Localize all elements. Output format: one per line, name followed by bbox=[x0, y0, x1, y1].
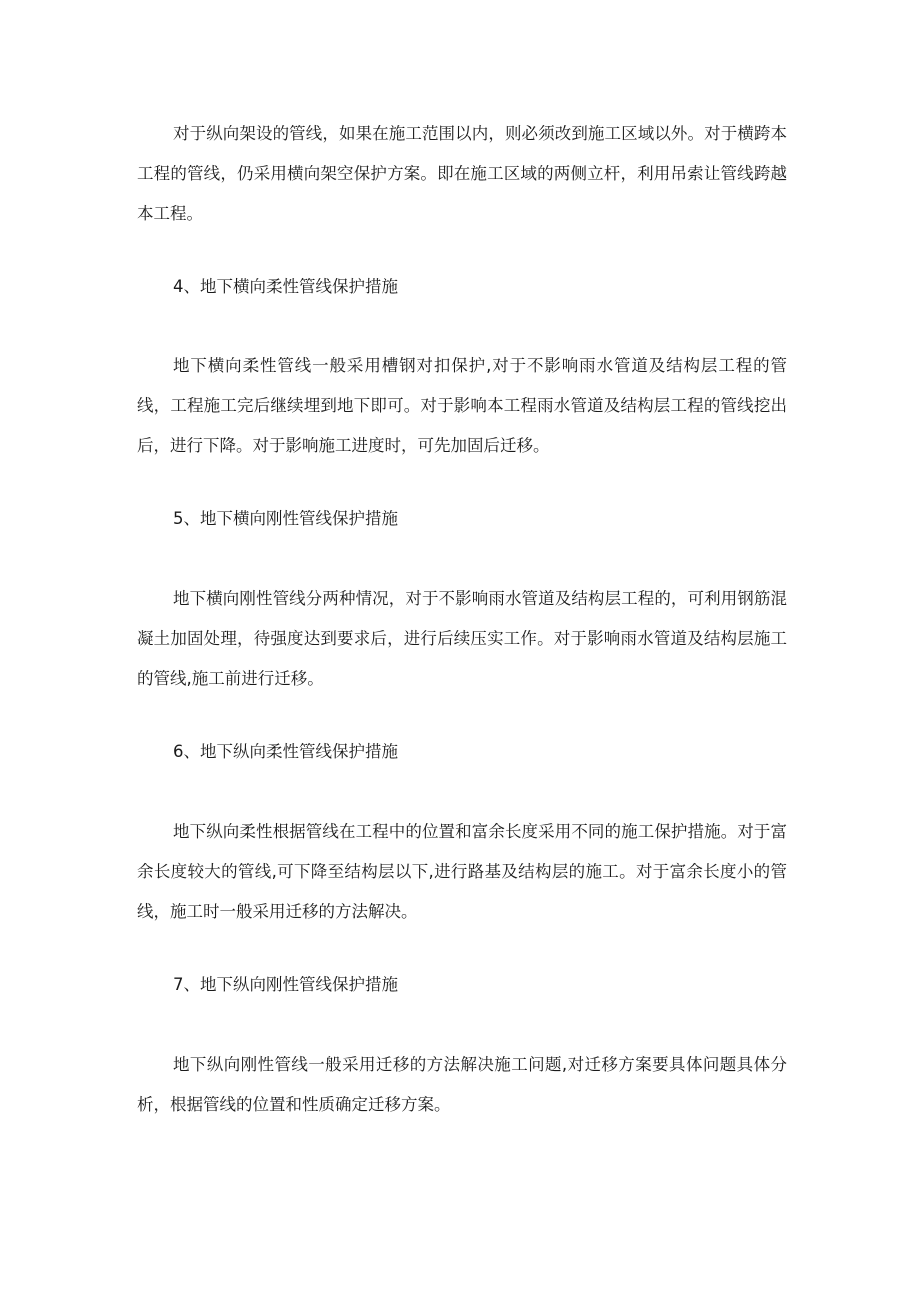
paragraph-longitudinal-rigid: 地下纵向刚性管线一般采用迁移的方法解决施工问题,对迁移方案要具体问题具体分析，根据管线的位置和性质确定迁移方案。 bbox=[137, 1055, 787, 1114]
heading-section-4: 4、地下横向柔性管线保护措施 bbox=[173, 277, 398, 296]
paragraph-transverse-flexible: 地下横向柔性管线一般采用槽钢对扣保护,对于不影响雨水管道及结构层工程的管线，工程施工完后继续埋到地下即可。对于影响本工程雨水管道及结构层工程的管线挖出后，进行下降。对于影响施工进度时，可先加固后迁移。 bbox=[137, 356, 787, 455]
paragraph-longitudinal-flexible: 地下纵向柔性根据管线在工程中的位置和富余长度采用不同的施工保护措施。对于富余长度较大的管线,可下降至结构层以下,进行路基及结构层的施工。对于富余长度小的管线，施工时一般采用迁移的方法解决。 bbox=[137, 822, 787, 921]
heading-section-5: 5、地下横向刚性管线保护措施 bbox=[173, 509, 398, 528]
paragraph-transverse-rigid: 地下横向刚性管线分两种情况，对于不影响雨水管道及结构层工程的，可利用钢筋混凝土加固处理，待强度达到要求后，进行后续压实工作。对于影响雨水管道及结构层施工的管线,施工前进行迁移。 bbox=[137, 589, 787, 688]
heading-section-6: 6、地下纵向柔性管线保护措施 bbox=[173, 742, 398, 761]
heading-section-7: 7、地下纵向刚性管线保护措施 bbox=[173, 975, 398, 994]
paragraph-longitudinal-overhead: 对于纵向架设的管线，如果在施工范围以内，则必须改到施工区域以外。对于横跨本工程的管线，仍采用横向架空保护方案。即在施工区域的两侧立杆，利用吊索让管线跨越本工程。 bbox=[137, 124, 787, 223]
